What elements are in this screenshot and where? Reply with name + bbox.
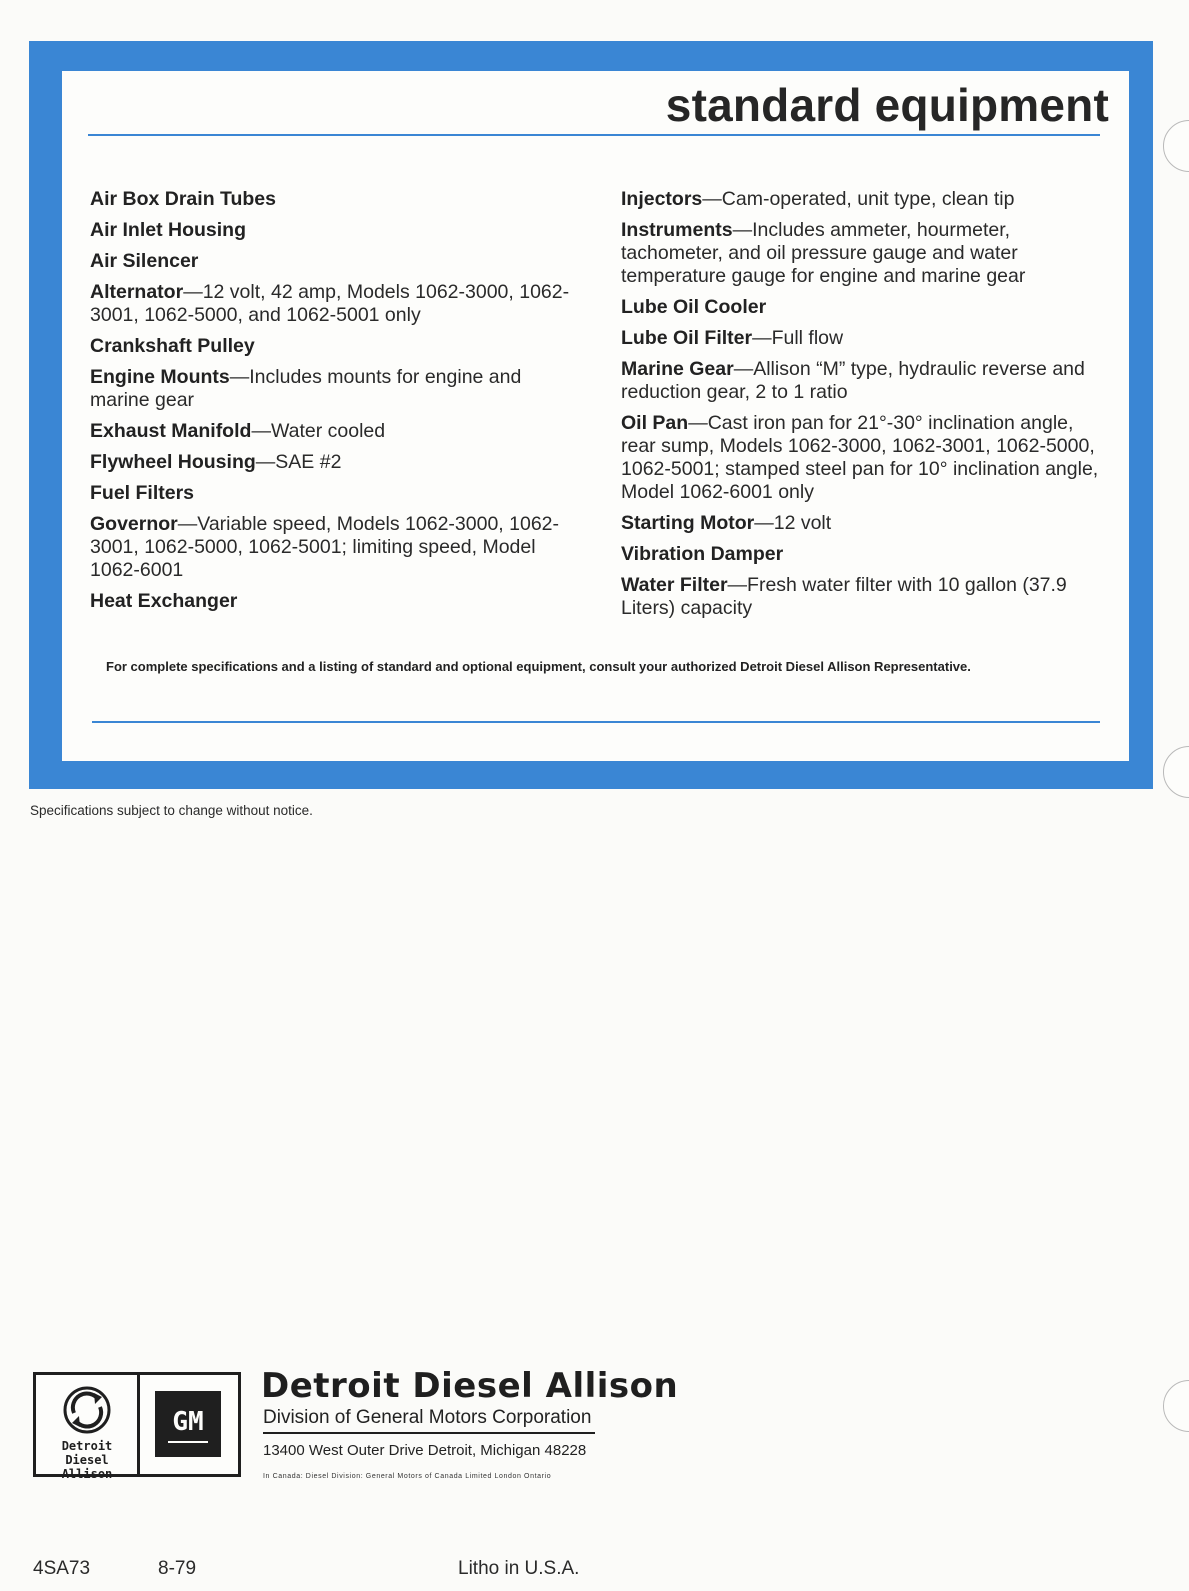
emblem-label: Detroit Diesel Allison (61, 1439, 113, 1481)
equipment-description: —Fresh water filter with 10 gallon (37.9 Liters) capacity (621, 574, 1067, 619)
punch-hole (1163, 1380, 1189, 1432)
company-division: Division of General Motors Corporation (263, 1407, 592, 1428)
equipment-item (621, 188, 1101, 211)
dda-emblem-icon (60, 1383, 114, 1437)
equipment-term: Oil Pan (621, 412, 689, 434)
punch-hole (1163, 120, 1189, 172)
equipment-term: Injectors (621, 188, 703, 210)
equipment-item (621, 512, 1101, 535)
equipment-item (90, 451, 575, 474)
litho-note: Litho in U.S.A. (458, 1558, 580, 1579)
equipment-term: Water Filter (621, 574, 728, 596)
gm-underline (168, 1441, 208, 1443)
equipment-item (90, 513, 575, 582)
equipment-term: Governor (90, 513, 178, 535)
equipment-item (90, 250, 575, 273)
equipment-list-right (621, 188, 1101, 628)
equipment-description: —Includes mounts for engine and marine gear (90, 366, 522, 411)
equipment-term: Engine Mounts (90, 366, 230, 388)
equipment-term: Lube Oil Cooler (621, 296, 767, 318)
equipment-term: Lube Oil Filter (621, 327, 753, 349)
division-rule (263, 1432, 595, 1434)
form-number: 4SA73 (33, 1558, 91, 1579)
equipment-list-left (90, 188, 575, 621)
equipment-term: Air Inlet Housing (90, 219, 246, 241)
equipment-description: —Allison “M” type, hydraulic reverse and reduction gear, 2 to 1 ratio (621, 358, 1085, 403)
equipment-description: —Variable speed, Models 1062-3000, 1062-3001, 1062-5000, 1062-5001; limiting speed, Model 1062-6001 (90, 513, 560, 581)
punch-hole (1163, 746, 1189, 798)
equipment-term: Starting Motor (621, 512, 755, 534)
equipment-item (621, 412, 1101, 504)
equipment-term: Exhaust Manifold (90, 420, 252, 442)
equipment-description: —Cast iron pan for 21°-30° inclination angle, rear sump, Models 1062-3000, 1062-3001, 1062-5000, 1062-5001; stamped steel pan for 10° inclination angle, Model 1062-6001 only (621, 412, 1099, 503)
equipment-item (621, 327, 1101, 350)
equipment-term: Fuel Filters (90, 482, 195, 504)
logo-divider (137, 1375, 140, 1474)
equipment-description: —Water cooled (251, 420, 386, 442)
equipment-item (621, 358, 1101, 404)
equipment-description: —Cam-operated, unit type, clean tip (702, 188, 1015, 210)
equipment-term: Alternator (90, 281, 184, 303)
specifications-footnote: For complete specifications and a listing of standard and optional equipment, consult your authorized Detroit Diesel Allison Representative. (106, 659, 971, 674)
equipment-item (90, 482, 575, 505)
change-notice: Specifications subject to change without notice. (30, 803, 313, 818)
equipment-item (90, 188, 575, 211)
equipment-item (90, 335, 575, 358)
equipment-term: Marine Gear (621, 358, 734, 380)
equipment-term: Crankshaft Pulley (90, 335, 255, 357)
canada-address: In Canada: Diesel Division: General Motors of Canada Limited London Ontario (263, 1473, 552, 1480)
equipment-term: Air Box Drain Tubes (90, 188, 277, 210)
equipment-item (621, 574, 1101, 620)
title-rule (88, 134, 1100, 136)
equipment-description: —Full flow (752, 327, 844, 349)
company-address: 13400 West Outer Drive Detroit, Michigan 48228 (263, 1442, 587, 1459)
equipment-term: Heat Exchanger (90, 590, 238, 612)
equipment-term: Air Silencer (90, 250, 199, 272)
equipment-term: Flywheel Housing (90, 451, 256, 473)
equipment-item (621, 296, 1101, 319)
equipment-item (90, 219, 575, 242)
print-date: 8-79 (158, 1558, 197, 1579)
equipment-term: Instruments (621, 219, 733, 241)
company-name: Detroit Diesel Allison (261, 1366, 679, 1406)
bottom-rule (92, 721, 1100, 723)
equipment-item (90, 366, 575, 412)
page-title: standard equipment (665, 79, 1109, 131)
gm-logo (155, 1391, 221, 1457)
equipment-description: —12 volt, 42 amp, Models 1062-3000, 1062-3001, 1062-5000, and 1062-5001 only (90, 281, 570, 326)
equipment-item (621, 543, 1101, 566)
equipment-item (90, 281, 575, 327)
equipment-item (90, 590, 575, 613)
gm-logo-text: GM (172, 1407, 204, 1437)
equipment-description: —Includes ammeter, hourmeter, tachometer, and oil pressure gauge and water temperature gauge for engine and marine gear (621, 219, 1026, 287)
equipment-term: Vibration Damper (621, 543, 784, 565)
equipment-description: —12 volt (754, 512, 832, 534)
equipment-item (621, 219, 1101, 288)
equipment-description: —SAE #2 (255, 451, 342, 473)
equipment-item (90, 420, 575, 443)
logo-box (33, 1372, 241, 1481)
